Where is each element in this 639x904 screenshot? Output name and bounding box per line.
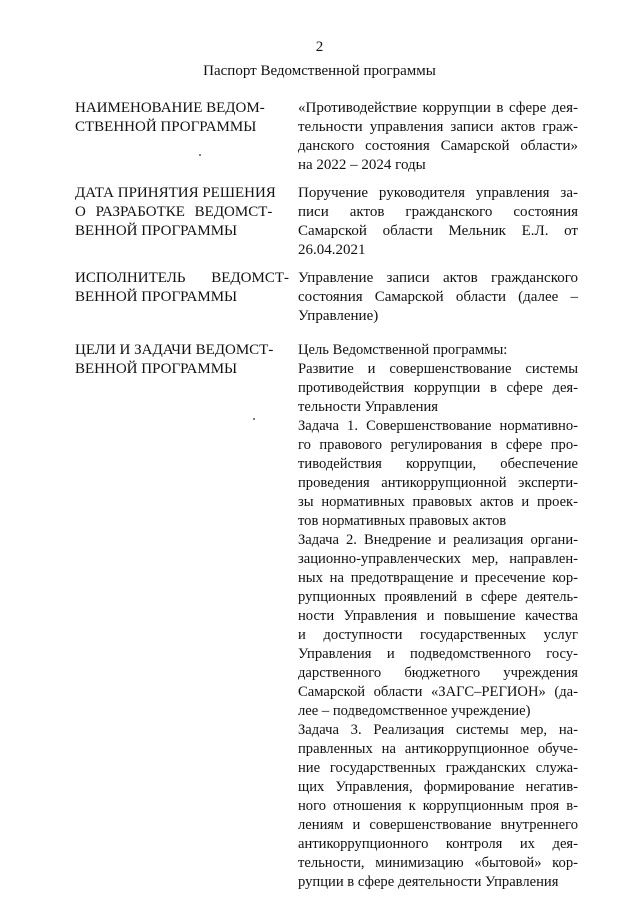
value-line: писи актов гражданского состояния: [298, 204, 578, 220]
scan-speck: [253, 418, 255, 420]
value-line: антикоррупционного контроля их дея-: [298, 836, 578, 852]
value-line: данского состояния Самарской области»: [298, 138, 578, 154]
value-line: рупционных проявлений в сфере деятель-: [298, 589, 578, 605]
label-line: ИСПОЛНИТЕЛЬ ВЕДОМСТ-: [75, 270, 289, 286]
label-line: ВЕННОЙ ПРОГРАММЫ: [75, 289, 238, 305]
value-decision-date: [298, 184, 578, 260]
value-line: Задача 3. Реализация системы мер, на-: [298, 722, 578, 738]
value-line: противодействия коррупции в сфере дея-: [298, 380, 578, 396]
value-line: Задача 1. Совершенствование нормативно-: [298, 418, 578, 434]
label-goals-tasks: [75, 341, 287, 379]
value-line: тельности управления записи актов граж-: [298, 119, 578, 135]
value-line: Управление): [298, 308, 379, 324]
value-line: дарственного бюджетного учреждения: [298, 665, 578, 681]
value-line: го правового регулирования в сфере про-: [298, 437, 578, 453]
value-line: тельности, минимизацию «бытовой» кор-: [298, 855, 578, 871]
label-line: ДАТА ПРИНЯТИЯ РЕШЕНИЯ: [75, 185, 276, 201]
label-decision-date: [75, 184, 287, 241]
label-line: ВЕННОЙ ПРОГРАММЫ: [75, 223, 238, 239]
value-line: ного отношения к коррупционным проя в-: [298, 798, 578, 814]
label-line: ВЕННОЙ ПРОГРАММЫ: [75, 361, 238, 377]
value-line: Задача 2. Внедрение и реализация органи-: [298, 532, 578, 548]
value-line: тельности Управления: [298, 399, 439, 415]
value-line: зационно-управленческих мер, направлен-: [298, 551, 578, 567]
value-line: Поручение руководителя управления за-: [298, 185, 578, 201]
value-goals-tasks: [298, 341, 578, 892]
value-line: лее – подведомственное учреждение): [298, 703, 531, 719]
document-title: Паспорт Ведомственной программы: [203, 63, 436, 79]
value-line: состояния Самарской области (далее –: [298, 289, 578, 305]
value-line: ности Управления и повышение качества: [298, 608, 578, 624]
value-line: ных на предотвращение и пресечение кор-: [298, 570, 578, 586]
scan-speck: [199, 154, 201, 156]
value-line: и доступности государственных услуг: [298, 627, 578, 643]
label-line: О РАЗРАБОТКЕ ВЕДОМСТ-: [75, 204, 273, 220]
value-line: рупции в сфере деятельности Управления: [298, 874, 559, 890]
value-line: Управление записи актов гражданского: [298, 270, 578, 286]
value-line: «Противодействие коррупции в сфере дея-: [298, 100, 578, 116]
label-executor: [75, 269, 287, 307]
value-line: Цель Ведомственной программы:: [298, 342, 508, 358]
label-program-name: [75, 99, 287, 137]
value-line: ние государственных гражданских служа-: [298, 760, 578, 776]
value-line: правленных на антикоррупционное обуче-: [298, 741, 578, 757]
value-line: тиводействия коррупции, обеспечение: [298, 456, 578, 472]
page-number: 2: [315, 39, 324, 55]
label-line: ЦЕЛИ И ЗАДАЧИ ВЕДОМСТ-: [75, 342, 274, 358]
value-line: проведения антикоррупционной эксперти-: [298, 475, 578, 491]
value-line: щих Управления, формирование негатив-: [298, 779, 578, 795]
label-line: СТВЕННОЙ ПРОГРАММЫ: [75, 119, 257, 135]
value-line: Развитие и совершенствование системы: [298, 361, 578, 377]
value-line: 26.04.2021: [298, 242, 366, 258]
value-line: Самарской области Мельник Е.Л. от: [298, 223, 578, 239]
value-line: на 2022 – 2024 годы: [298, 157, 426, 173]
value-line: Самарской области «ЗАГС–РЕГИОН» (да-: [298, 684, 578, 700]
value-line: тов нормативных правовых актов: [298, 513, 507, 529]
value-executor: [298, 269, 578, 326]
value-program-name: [298, 99, 578, 175]
value-line: зы нормативных правовых актов и проек-: [298, 494, 578, 510]
label-line: НАИМЕНОВАНИЕ ВЕДОМ-: [75, 100, 265, 116]
value-line: Управления и подведомственного госу-: [298, 646, 578, 662]
value-line: лениям и совершенствование внутреннего: [298, 817, 578, 833]
